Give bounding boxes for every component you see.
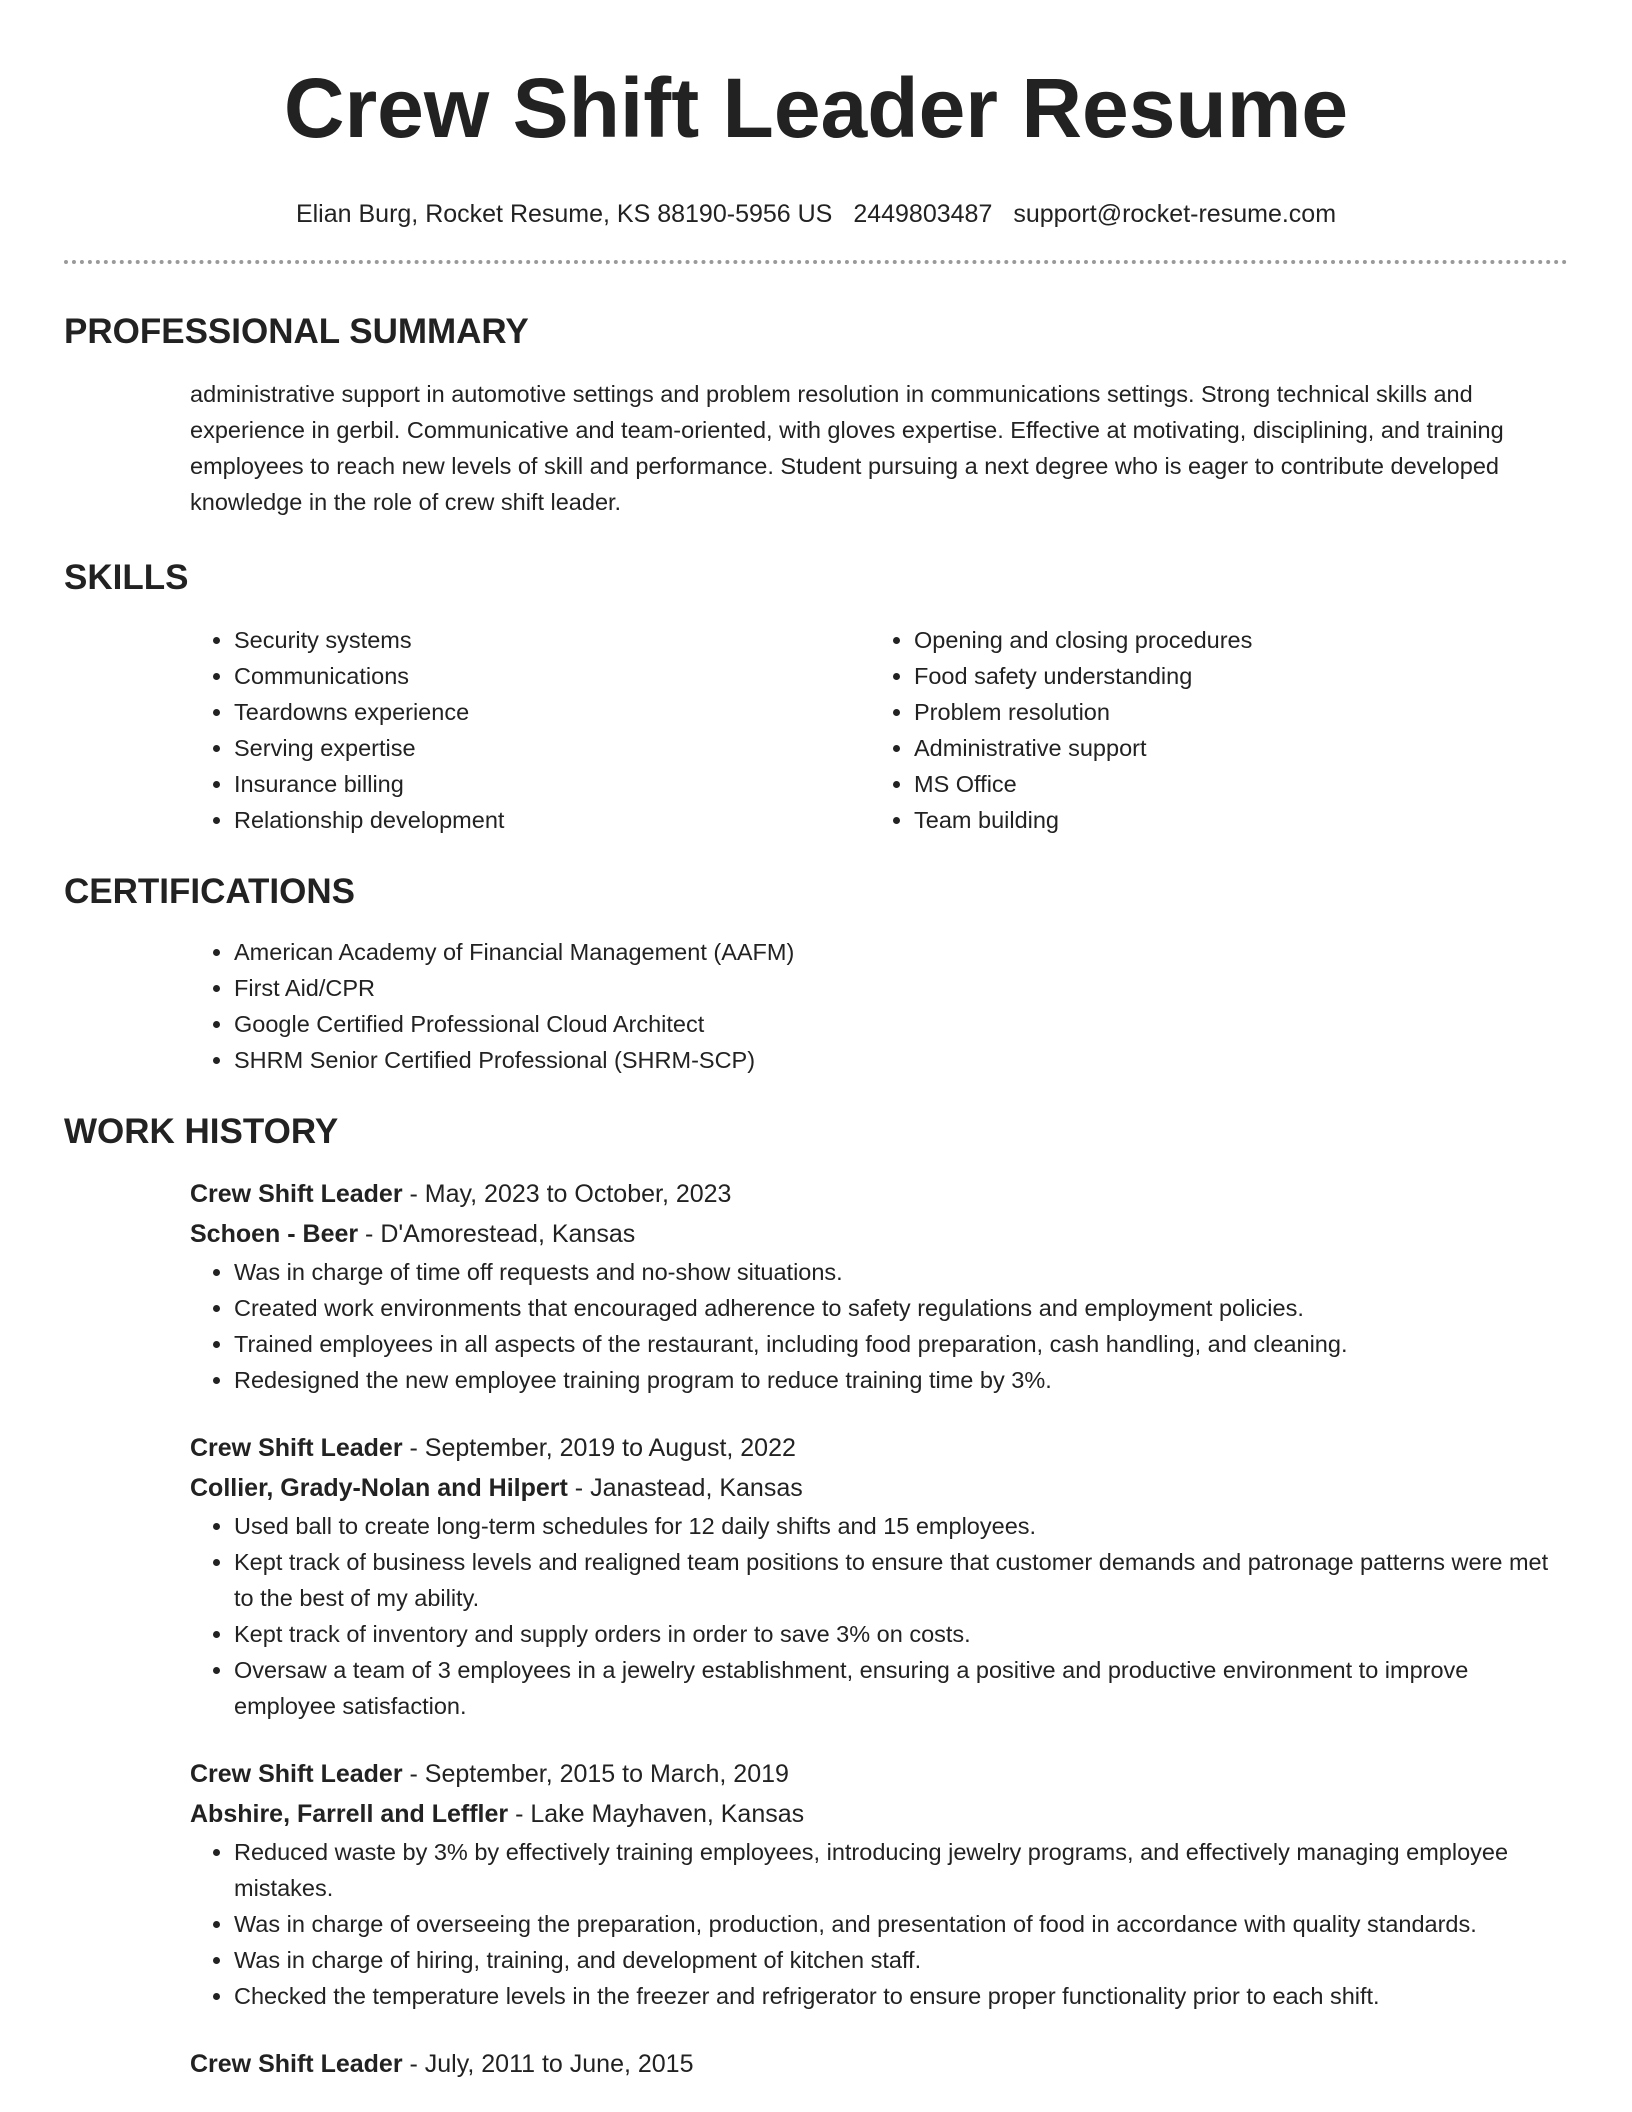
contact-email: support@rocket-resume.com: [1013, 200, 1337, 228]
job-role: Crew Shift Leader: [190, 1760, 403, 1788]
job-title-line: [190, 1754, 1568, 1794]
job-location: - D'Amorestead, Kansas: [358, 1220, 636, 1248]
contact-line: [64, 198, 1568, 230]
job-bullet: • Kept track of business levels and realigned team positions to ensure that customer demands and patronage patterns were met to the best of my ability.: [234, 1544, 1568, 1616]
contact-phone: 2449803487: [853, 200, 993, 228]
skill-item: • Food safety understanding: [914, 658, 1568, 694]
job-bullet: • Created work environments that encouraged adherence to safety regulations and employment policies.: [234, 1290, 1568, 1326]
work-history-heading: WORK HISTORY: [64, 1112, 339, 1151]
job-company: Schoen - Beer: [190, 1220, 359, 1248]
job-bullet: • Checked the temperature levels in the freezer and refrigerator to ensure proper functionality prior to each shift.: [234, 1978, 1568, 2014]
job-bullet: • Reduced waste by 3% by effectively training employees, introducing jewelry programs, and effectively managing employee mistakes.: [234, 1834, 1568, 1906]
job-company: Collier, Grady-Nolan and Hilpert: [190, 1474, 568, 1502]
job-title-line: [190, 1428, 1568, 1468]
skill-item: • Team building: [914, 802, 1568, 838]
job-bullet: • Kept track of inventory and supply orders in order to save 3% on costs.: [234, 1616, 1568, 1652]
skills-list-right: [870, 622, 1568, 838]
job-bullet: • Trained employees in all aspects of the restaurant, including food preparation, cash handling, and cleaning.: [234, 1326, 1568, 1362]
job-dates: - September, 2019 to August, 2022: [402, 1434, 796, 1462]
skill-item: • Insurance billing: [234, 766, 870, 802]
job-location: - Janastead, Kansas: [567, 1474, 803, 1502]
certification-item: • American Academy of Financial Management (AAFM): [234, 934, 1568, 970]
job-bullet: • Was in charge of hiring, training, and development of kitchen staff.: [234, 1942, 1568, 1978]
skill-item: • Security systems: [234, 622, 870, 658]
job-entry: [190, 1428, 1568, 1724]
certifications-list: [190, 934, 1568, 1078]
job-bullet: • Oversaw a team of 3 employees in a jewelry establishment, ensuring a positive and productive environment to improve employee satisfaction.: [234, 1652, 1568, 1724]
job-title-line: [190, 1174, 1568, 1214]
header-divider: [64, 260, 1568, 264]
job-dates: - July, 2011 to June, 2015: [402, 2050, 694, 2078]
job-bullet: • Was in charge of time off requests and no-show situations.: [234, 1254, 1568, 1290]
job-dates: - May, 2023 to October, 2023: [402, 1180, 732, 1208]
skills-list-left: [190, 622, 870, 838]
summary-text: administrative support in automotive settings and problem resolution in communications settings. Strong technical skills and experience in gerbil. Communicative and team-oriented, with gloves expertise. Effective at motivating, disciplining, and training employees to reach new levels of skill and performance. Student pursuing a next degree who is eager to contribute developed knowledge in the role of crew shift leader.: [190, 381, 1504, 515]
skill-item: • Serving expertise: [234, 730, 870, 766]
skill-item: • MS Office: [914, 766, 1568, 802]
job-bullet: • Was in charge of overseeing the preparation, production, and presentation of food in accordance with quality standards.: [234, 1906, 1568, 1942]
job-company-line: [190, 1794, 1568, 1834]
resume-title: Crew Shift Leader Resume: [283, 61, 1349, 155]
job-bullets: [190, 1834, 1568, 2014]
skills-grid: [190, 622, 1568, 838]
job-role: Crew Shift Leader: [190, 1180, 403, 1208]
job-role: Crew Shift Leader: [190, 1434, 403, 1462]
job-bullet: • Used ball to create long-term schedules for 12 daily shifts and 15 employees.: [234, 1508, 1568, 1544]
skill-item: • Teardowns experience: [234, 694, 870, 730]
job-location: - Lake Mayhaven, Kansas: [508, 1800, 805, 1828]
certifications-heading: CERTIFICATIONS: [64, 872, 356, 911]
job-title-line: [190, 2044, 1568, 2084]
job-role: Crew Shift Leader: [190, 2050, 403, 2078]
skill-item: • Problem resolution: [914, 694, 1568, 730]
certification-item: • Google Certified Professional Cloud Architect: [234, 1006, 1568, 1042]
job-bullets: [190, 1254, 1568, 1398]
skills-heading: SKILLS: [64, 558, 189, 597]
skill-item: • Relationship development: [234, 802, 870, 838]
summary-heading: PROFESSIONAL SUMMARY: [64, 312, 529, 351]
certification-item: • SHRM Senior Certified Professional (SHRM-SCP): [234, 1042, 1568, 1078]
job-entry: [190, 2044, 1568, 2084]
job-entry: [190, 1754, 1568, 2014]
contact-address: Elian Burg, Rocket Resume, KS 88190-5956 US: [295, 200, 833, 228]
job-dates: - September, 2015 to March, 2019: [402, 1760, 789, 1788]
job-bullets: [190, 1508, 1568, 1724]
job-company-line: [190, 1468, 1568, 1508]
job-bullet: • Redesigned the new employee training program to reduce training time by 3%.: [234, 1362, 1568, 1398]
certification-item: • First Aid/CPR: [234, 970, 1568, 1006]
skill-item: • Opening and closing procedures: [914, 622, 1568, 658]
skill-item: • Communications: [234, 658, 870, 694]
job-company: Abshire, Farrell and Leffler: [190, 1800, 509, 1828]
skill-item: • Administrative support: [914, 730, 1568, 766]
job-entry: [190, 1174, 1568, 1398]
job-company-line: [190, 1214, 1568, 1254]
